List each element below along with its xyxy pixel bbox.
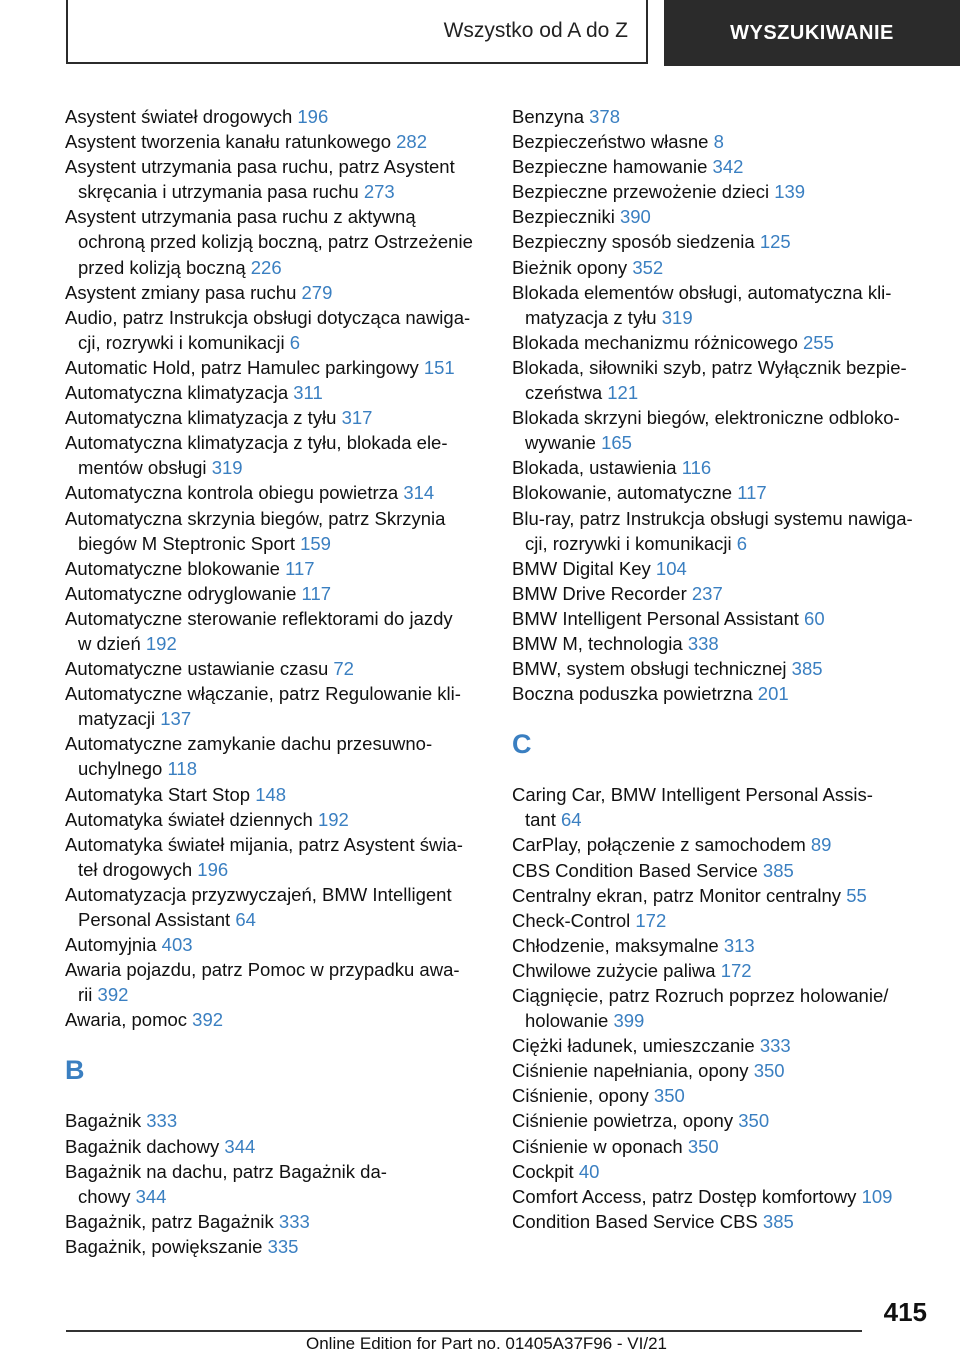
index-term: cji, rozrywki i komunikacji bbox=[78, 331, 290, 353]
page-link[interactable]: 201 bbox=[757, 683, 789, 705]
index-entry-continuation bbox=[65, 907, 495, 932]
page-link[interactable]: 333 bbox=[146, 1110, 178, 1132]
index-term: Automatyczne ustawianie czasu bbox=[65, 658, 334, 680]
index-entry bbox=[512, 606, 942, 631]
index-entry bbox=[512, 832, 942, 857]
page-link[interactable]: 282 bbox=[396, 131, 428, 153]
index-term: Automatyczna skrzynia biegów, patrz Skrzynia bbox=[65, 507, 446, 529]
tab-section-title[interactable]: Wszystko od A do Z bbox=[66, 0, 648, 64]
index-entry bbox=[512, 330, 942, 355]
index-term: Automatyka świateł dziennych bbox=[65, 808, 318, 830]
index-entry bbox=[65, 1007, 495, 1032]
index-entry-continuation bbox=[512, 531, 942, 556]
index-term: Ciśnienie, opony bbox=[512, 1085, 654, 1107]
index-term: tant bbox=[525, 809, 561, 831]
page-link[interactable]: 6 bbox=[289, 331, 301, 353]
index-term: Bezpieczne przewożenie dzieci bbox=[512, 181, 775, 203]
index-entry bbox=[512, 933, 942, 958]
index-term: Ciśnienie powietrza, opony bbox=[512, 1110, 739, 1132]
index-term: Comfort Access, patrz Dostęp komfortowy bbox=[512, 1185, 862, 1207]
page-link[interactable]: 148 bbox=[255, 783, 287, 805]
index-entry-continuation bbox=[65, 179, 495, 204]
page-link[interactable]: 350 bbox=[753, 1060, 785, 1082]
page-link[interactable]: 403 bbox=[161, 934, 193, 956]
index-term: BMW Intelligent Personal Assistant bbox=[512, 607, 805, 629]
index-term: matyzacji bbox=[78, 708, 161, 730]
index-term: Bagażnik, powiększanie bbox=[65, 1235, 268, 1257]
index-term: Check-Control bbox=[512, 909, 636, 931]
page-link[interactable]: 116 bbox=[681, 457, 712, 479]
page-link[interactable]: 192 bbox=[317, 808, 349, 830]
index-term: Bezpieczeństwo własne bbox=[512, 131, 714, 153]
index-entry bbox=[512, 1184, 942, 1209]
index-term: Ciśnienie napełniania, opony bbox=[512, 1060, 754, 1082]
index-term: wywanie bbox=[525, 432, 602, 454]
page-link[interactable]: 64 bbox=[235, 909, 256, 930]
page-link[interactable]: 172 bbox=[635, 909, 667, 931]
page-link[interactable]: 255 bbox=[803, 331, 834, 353]
index-entry bbox=[512, 556, 942, 581]
index-term: Bieżnik opony bbox=[512, 256, 633, 278]
index-entry bbox=[65, 380, 495, 405]
index-entry-continuation bbox=[512, 430, 942, 455]
page-link[interactable]: 196 bbox=[297, 106, 329, 127]
page-link[interactable]: 6 bbox=[736, 532, 748, 554]
index-term: Automatyczne blokowanie bbox=[65, 557, 286, 579]
index-entry bbox=[65, 154, 495, 179]
page-link[interactable]: 72 bbox=[333, 658, 354, 680]
page-link[interactable]: 378 bbox=[589, 106, 621, 127]
page-link[interactable]: 192 bbox=[145, 632, 177, 654]
index-entry bbox=[65, 882, 495, 907]
page-number: 415 bbox=[883, 1297, 927, 1327]
index-term: Bagażnik na dachu, patrz Bagażnik da‐ bbox=[65, 1160, 387, 1182]
index-term: Automatyczna kontrola obiegu powietrza bbox=[65, 482, 404, 504]
index-term: rii bbox=[78, 984, 98, 1006]
index-term: Chłodzenie, maksymalne bbox=[512, 934, 724, 956]
page-link[interactable]: 60 bbox=[804, 607, 825, 629]
page-link[interactable]: 313 bbox=[723, 934, 755, 956]
index-entry bbox=[512, 908, 942, 933]
page-link[interactable]: 104 bbox=[655, 557, 687, 579]
index-entry bbox=[512, 958, 942, 983]
page-link[interactable]: 117 bbox=[285, 557, 315, 579]
page-link[interactable]: 392 bbox=[192, 1009, 224, 1031]
page-link[interactable]: 151 bbox=[423, 356, 455, 378]
index-term: matyzacja z tyłu bbox=[525, 306, 662, 328]
page-link[interactable]: 333 bbox=[278, 1210, 310, 1232]
index-entry bbox=[65, 957, 495, 982]
index-entry-continuation bbox=[512, 305, 942, 330]
page-link[interactable]: 338 bbox=[687, 632, 719, 654]
page-link[interactable]: 172 bbox=[720, 959, 752, 981]
page-link[interactable]: 196 bbox=[197, 858, 229, 880]
index-entry bbox=[512, 204, 942, 229]
index-term: Automatyzacja przyzwyczajeń, BMW Intelligent bbox=[65, 883, 452, 905]
index-term: Automatyka Start Stop bbox=[65, 783, 256, 805]
index-entry bbox=[65, 506, 495, 531]
page-link[interactable]: 139 bbox=[774, 181, 806, 203]
index-entry bbox=[512, 280, 942, 305]
page-link[interactable]: 390 bbox=[619, 206, 651, 228]
index-term: ochroną przed kolizją boczną, patrz Ostrzeżenie bbox=[78, 231, 473, 253]
index-entry bbox=[512, 1058, 942, 1083]
index-term: Automatyczna klimatyzacja z tyłu, blokada ele‐ bbox=[65, 432, 448, 454]
index-entry-continuation bbox=[65, 857, 495, 882]
index-entry bbox=[512, 1134, 942, 1159]
page-link[interactable]: 399 bbox=[613, 1010, 645, 1032]
index-entry bbox=[512, 656, 942, 681]
index-letter-heading: B bbox=[65, 1055, 85, 1086]
index-term: holowanie bbox=[525, 1010, 614, 1032]
index-entry bbox=[512, 229, 942, 254]
page-link[interactable]: 109 bbox=[861, 1185, 893, 1207]
index-term: cji, rozrywki i komunikacji bbox=[525, 532, 737, 554]
index-term: Bagażnik dachowy bbox=[65, 1135, 225, 1157]
index-term: CBS Condition Based Service bbox=[512, 859, 763, 881]
index-entry bbox=[512, 782, 942, 807]
index-term: w dzień bbox=[78, 632, 146, 654]
page-link[interactable]: 279 bbox=[301, 281, 333, 303]
page-link[interactable]: 350 bbox=[687, 1135, 719, 1157]
index-term: przed kolizją boczną bbox=[78, 256, 251, 278]
index-term: Automatyczna klimatyzacja bbox=[65, 382, 294, 404]
index-term: BMW M, technologia bbox=[512, 632, 688, 654]
index-entry bbox=[65, 556, 495, 581]
page-link[interactable]: 159 bbox=[300, 532, 331, 554]
page-link[interactable]: 8 bbox=[713, 131, 724, 153]
index-term: BMW Drive Recorder bbox=[512, 582, 692, 604]
index-term: uchylnego bbox=[78, 758, 168, 780]
index-entry bbox=[65, 932, 495, 957]
page-link[interactable]: 319 bbox=[661, 306, 693, 328]
index-term: skręcania i utrzymania pasa ruchu bbox=[78, 181, 364, 203]
page-link[interactable]: 335 bbox=[267, 1235, 299, 1257]
index-entry bbox=[512, 405, 942, 430]
index-entry bbox=[512, 983, 942, 1008]
index-term: BMW Digital Key bbox=[512, 557, 656, 579]
index-entry bbox=[512, 154, 942, 179]
tab-search[interactable]: WYSZUKIWANIE bbox=[664, 0, 960, 66]
index-term: Bezpieczniki bbox=[512, 206, 620, 228]
index-entry-continuation bbox=[65, 706, 495, 731]
index-entry bbox=[65, 355, 495, 380]
index-entry bbox=[65, 782, 495, 807]
index-term: Ciśnienie w oponach bbox=[512, 1135, 688, 1157]
index-term: Automatyczna klimatyzacja z tyłu bbox=[65, 407, 342, 429]
page-link[interactable]: 352 bbox=[632, 256, 664, 278]
index-entry-continuation bbox=[65, 330, 495, 355]
index-term: Bagażnik, patrz Bagażnik bbox=[65, 1210, 279, 1232]
index-term: Blokada, ustawienia bbox=[512, 457, 682, 479]
index-term: Ciągnięcie, patrz Rozruch poprzez holowanie/ bbox=[512, 985, 889, 1006]
index-term: teł drogowych bbox=[78, 858, 198, 880]
index-entry bbox=[65, 581, 495, 606]
index-term: Audio, patrz Instrukcja obsługi dotycząca nawiga‐ bbox=[65, 306, 471, 328]
index-entry bbox=[65, 1234, 495, 1259]
footer-edition: Online Edition for Part no. 01405A37F96 - VI/21 bbox=[306, 1334, 668, 1353]
index-term: Cockpit bbox=[512, 1160, 579, 1182]
index-entry-continuation bbox=[65, 455, 495, 480]
index-entry bbox=[512, 631, 942, 656]
index-term: biegów M Steptronic Sport bbox=[78, 532, 301, 554]
page-link[interactable]: 137 bbox=[160, 708, 192, 730]
index-entry bbox=[65, 280, 495, 305]
index-entry bbox=[512, 581, 942, 606]
index-term: BMW, system obsługi technicznej bbox=[512, 658, 792, 680]
index-term: Blu-ray, patrz Instrukcja obsługi systemu nawiga‐ bbox=[512, 507, 913, 529]
index-term: czeństwa bbox=[525, 382, 608, 404]
page-link[interactable]: 342 bbox=[712, 156, 744, 178]
index-term: Automatic Hold, patrz Hamulec parkingowy bbox=[65, 356, 424, 378]
index-column-left bbox=[65, 104, 495, 1259]
index-entry bbox=[512, 1159, 942, 1184]
index-term: Blokada, siłowniki szyb, patrz Wyłącznik bezpie‐ bbox=[512, 356, 907, 378]
index-entry bbox=[512, 1033, 942, 1058]
index-term: Chwilowe zużycie paliwa bbox=[512, 959, 721, 981]
page-link[interactable]: 125 bbox=[759, 231, 791, 253]
index-entry bbox=[512, 355, 942, 380]
index-term: Bezpieczne hamowanie bbox=[512, 156, 713, 178]
page-link[interactable]: 333 bbox=[759, 1035, 791, 1057]
index-entry bbox=[512, 179, 942, 204]
index-entry bbox=[65, 305, 495, 330]
index-entry bbox=[512, 681, 942, 706]
index-entry bbox=[512, 858, 942, 883]
index-letter-heading: C bbox=[512, 729, 532, 760]
index-term: Benzyna bbox=[512, 106, 590, 127]
index-entry-continuation bbox=[512, 380, 942, 405]
index-term: Bezpieczny sposób siedzenia bbox=[512, 231, 760, 253]
index-entry-continuation bbox=[65, 255, 495, 280]
page-link[interactable]: 117 bbox=[737, 482, 767, 504]
index-entry bbox=[65, 405, 495, 430]
index-term: Automatyczne sterowanie reflektorami do jazdy bbox=[65, 607, 453, 629]
index-entry-continuation bbox=[65, 756, 495, 781]
index-entry bbox=[512, 129, 942, 154]
page-link[interactable]: 118 bbox=[167, 758, 197, 780]
index-entry bbox=[65, 606, 495, 631]
footer-divider bbox=[66, 1330, 862, 1332]
header-tabs bbox=[66, 0, 960, 66]
page-link[interactable]: 237 bbox=[691, 582, 723, 604]
index-term: Blokada skrzyni biegów, elektroniczne odbloko‐ bbox=[512, 407, 900, 429]
index-term: Asystent utrzymania pasa ruchu z aktywną bbox=[65, 206, 416, 228]
page-link[interactable]: 273 bbox=[363, 181, 395, 203]
index-entry bbox=[65, 807, 495, 832]
index-entry bbox=[65, 204, 495, 229]
index-entry bbox=[512, 480, 942, 505]
index-term: chowy bbox=[78, 1185, 136, 1207]
index-term: Centralny ekran, patrz Monitor centralny bbox=[512, 884, 847, 906]
index-term: Asystent utrzymania pasa ruchu, patrz Asystent bbox=[65, 156, 455, 178]
index-term: Boczna poduszka powietrzna bbox=[512, 683, 758, 705]
index-term: Blokada mechanizmu różnicowego bbox=[512, 331, 804, 353]
page-link[interactable]: 385 bbox=[762, 859, 794, 881]
index-entry bbox=[512, 1083, 942, 1108]
index-entry-continuation bbox=[65, 1184, 495, 1209]
index-entry bbox=[65, 1108, 495, 1133]
index-entry bbox=[65, 1159, 495, 1184]
index-entry bbox=[512, 104, 942, 129]
index-entry bbox=[512, 455, 942, 480]
index-entry bbox=[512, 1209, 942, 1234]
index-term: Personal Assistant bbox=[78, 909, 236, 930]
page-link[interactable]: 319 bbox=[211, 457, 243, 479]
page-link[interactable]: 121 bbox=[607, 382, 639, 404]
index-term: Automatyka świateł mijania, patrz Asystent świa‐ bbox=[65, 833, 463, 855]
index-entry bbox=[65, 430, 495, 455]
index-term: Blokada elementów obsługi, automatyczna kli‐ bbox=[512, 281, 892, 303]
index-column-right bbox=[512, 104, 942, 1234]
index-entry bbox=[512, 883, 942, 908]
index-entry bbox=[512, 1108, 942, 1133]
page-link[interactable]: 311 bbox=[293, 382, 323, 404]
page-link[interactable]: 226 bbox=[250, 256, 282, 278]
index-entry bbox=[65, 1134, 495, 1159]
page-link[interactable]: 385 bbox=[762, 1210, 794, 1232]
page-link[interactable]: 89 bbox=[810, 834, 832, 856]
index-entry-continuation bbox=[65, 229, 495, 254]
page-link[interactable]: 314 bbox=[403, 482, 435, 504]
index-term: Caring Car, BMW Intelligent Personal Assis‐ bbox=[512, 784, 873, 806]
page-link[interactable]: 344 bbox=[224, 1135, 256, 1157]
page-link[interactable]: 165 bbox=[601, 432, 632, 454]
index-term: Automatyczne odryglowanie bbox=[65, 582, 302, 604]
index-term: Condition Based Service CBS bbox=[512, 1210, 763, 1232]
page-link[interactable]: 64 bbox=[561, 809, 582, 831]
index-term: Automatyczne włączanie, patrz Regulowanie kli‐ bbox=[65, 683, 461, 705]
index-entry bbox=[512, 506, 942, 531]
page-link[interactable]: 392 bbox=[97, 984, 129, 1006]
page-link[interactable]: 385 bbox=[791, 658, 823, 680]
index-term: Blokowanie, automatyczne bbox=[512, 482, 738, 504]
index-term: CarPlay, połączenie z samochodem bbox=[512, 834, 811, 856]
index-term: mentów obsługi bbox=[78, 457, 212, 479]
index-term: Awaria, pomoc bbox=[65, 1009, 193, 1031]
index-entry bbox=[65, 656, 495, 681]
index-term: Asystent zmiany pasa ruchu bbox=[65, 281, 302, 303]
index-term: Bagażnik bbox=[65, 1110, 147, 1132]
index-entry-continuation bbox=[65, 982, 495, 1007]
index-entry-continuation bbox=[512, 807, 942, 832]
index-term: Asystent tworzenia kanału ratunkowego bbox=[65, 131, 397, 153]
index-term: Automatyczne zamykanie dachu przesuwno‐ bbox=[65, 733, 433, 755]
page-link[interactable]: 117 bbox=[301, 582, 332, 604]
index-term: Automyjnia bbox=[65, 934, 162, 956]
page-link[interactable]: 350 bbox=[738, 1110, 770, 1132]
index-term: Ciężki ładunek, umieszczanie bbox=[512, 1035, 760, 1057]
index-entry bbox=[65, 832, 495, 857]
page-link[interactable]: 55 bbox=[846, 884, 867, 906]
index-entry bbox=[65, 480, 495, 505]
page-link[interactable]: 40 bbox=[578, 1160, 600, 1182]
index-term: Asystent świateł drogowych bbox=[65, 106, 298, 127]
index-entry bbox=[65, 1209, 495, 1234]
index-entry-continuation bbox=[65, 631, 495, 656]
index-term: Awaria pojazdu, patrz Pomoc w przypadku awa‐ bbox=[65, 959, 460, 981]
index-entry bbox=[65, 731, 495, 756]
page-link[interactable]: 350 bbox=[653, 1085, 685, 1107]
index-entry bbox=[65, 681, 495, 706]
page-link[interactable]: 344 bbox=[135, 1185, 167, 1207]
index-entry-continuation bbox=[512, 1008, 942, 1033]
page-link[interactable]: 317 bbox=[341, 407, 373, 429]
index-entry bbox=[65, 129, 495, 154]
index-entry bbox=[65, 104, 495, 129]
index-entry-continuation bbox=[65, 531, 495, 556]
index-entry bbox=[512, 255, 942, 280]
